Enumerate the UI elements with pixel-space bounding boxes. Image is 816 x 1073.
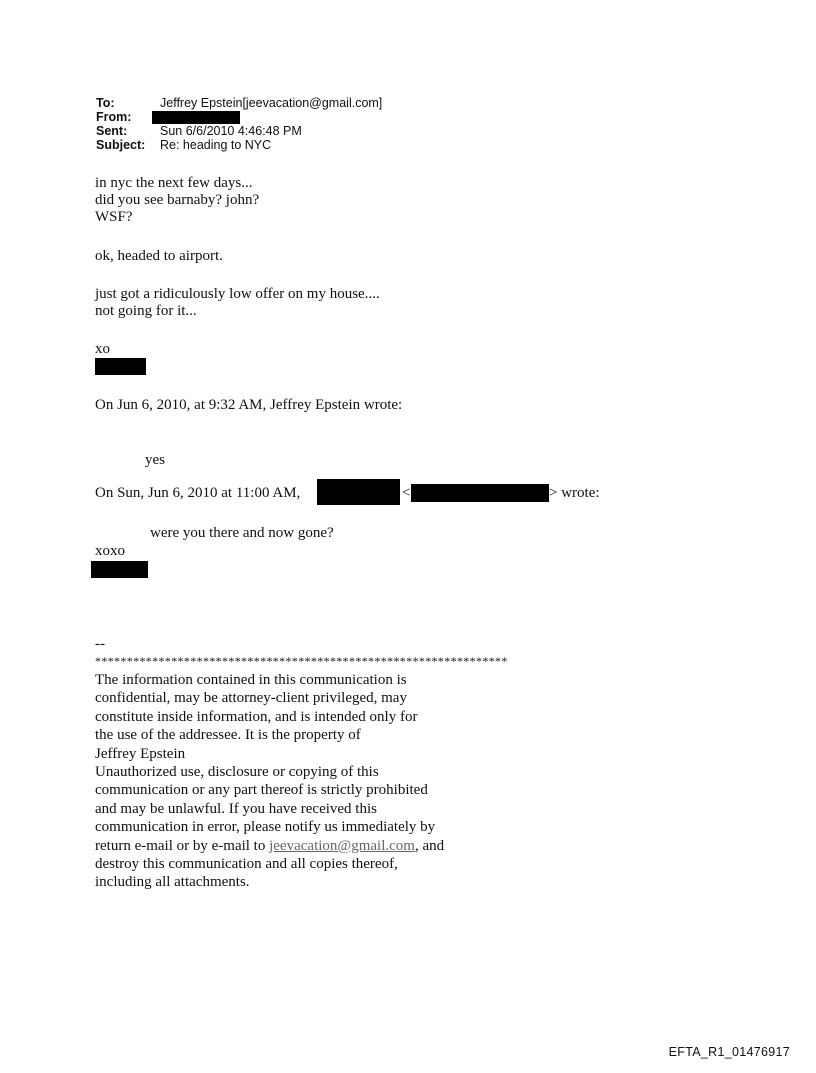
body-line: just got a ridiculously low offer on my house.... (95, 286, 380, 302)
disclaimer-link-line (95, 837, 444, 855)
from-row (96, 110, 382, 124)
signoff (95, 341, 110, 358)
disclaimer-line: Jeffrey Epstein (95, 745, 186, 762)
quote2-signoff (95, 543, 125, 560)
quote1-attribution (95, 397, 402, 414)
quote1-attribution-text: On Jun 6, 2010, at 9:32 AM, Jeffrey Epstein wrote: (95, 397, 403, 413)
stars-line: ***************************************************************** (95, 654, 508, 668)
disclaimer-line: communication in error, please notify us immediately by (95, 819, 436, 836)
email-header (96, 96, 382, 152)
disclaimer-line: communication or any part thereof is strictly prohibited (95, 782, 428, 799)
redaction-sender-name (317, 479, 400, 505)
sent-row (96, 124, 382, 138)
subject-row (96, 138, 382, 152)
body-line: did you see barnaby? john? (95, 192, 260, 208)
disclaimer-line: destroy this communication and all copies thereof, (95, 855, 398, 872)
quote2-message-text: were you there and now gone? (150, 525, 334, 541)
disclaimer-line: including all attachments. (95, 874, 250, 891)
link-suffix: , and (414, 837, 445, 854)
redaction-from (152, 111, 240, 124)
from-label: From: (96, 110, 132, 124)
quote2-attribution (95, 485, 300, 505)
body-line: WSF? (95, 209, 133, 225)
body-line: in nyc the next few days... (95, 175, 253, 191)
quote2-attribution-prefix: On Sun, Jun 6, 2010 at 11:00 AM, (95, 485, 301, 501)
quote2-lt: < (402, 485, 411, 501)
quote2-message (150, 525, 334, 542)
redaction-signature-1 (95, 358, 146, 375)
disclaimer-separator (95, 636, 508, 670)
body-paragraph-3 (95, 286, 380, 320)
quote2-attribution-suffix: > wrote: (549, 485, 600, 501)
to-label: To: (96, 96, 115, 110)
link-prefix: return e-mail or by e-mail to (95, 837, 270, 854)
subject-value: Re: heading to NYC (160, 138, 272, 152)
to-row (96, 96, 382, 110)
email-link[interactable]: jeevacation@gmail.com (269, 837, 415, 854)
quote2-signoff-text: xoxo (95, 543, 125, 559)
body-line: not going for it... (95, 303, 197, 319)
disclaimer-line: confidential, may be attorney-client privileged, may (95, 690, 407, 707)
quote1-reply (145, 452, 165, 469)
signoff-text: xo (95, 341, 110, 357)
redaction-signature-2 (91, 561, 148, 578)
disclaimer-text (95, 671, 444, 892)
disclaimer-line: constitute inside information, and is intended only for (95, 708, 418, 725)
disclaimer-line: and may be unlawful. If you have received this (95, 800, 377, 817)
document-id: EFTA_R1_01476917 (668, 1045, 790, 1059)
quote1-reply-text: yes (145, 452, 165, 468)
to-value: Jeffrey Epstein[jeevacation@gmail.com] (160, 96, 383, 110)
body-paragraph-1 (95, 175, 259, 226)
body-paragraph-2 (95, 248, 223, 265)
redaction-sender-email (411, 484, 549, 502)
disclaimer-line: Unauthorized use, disclosure or copying of this (95, 763, 379, 780)
sent-label: Sent: (96, 124, 128, 138)
disclaimer-line: the use of the addressee. It is the property of (95, 727, 361, 744)
dash-line: -- (95, 636, 105, 652)
subject-label: Subject: (96, 138, 146, 152)
disclaimer-line: The information contained in this communication is (95, 672, 407, 688)
body-line: ok, headed to airport. (95, 248, 223, 264)
sent-value: Sun 6/6/2010 4:46:48 PM (160, 124, 302, 138)
